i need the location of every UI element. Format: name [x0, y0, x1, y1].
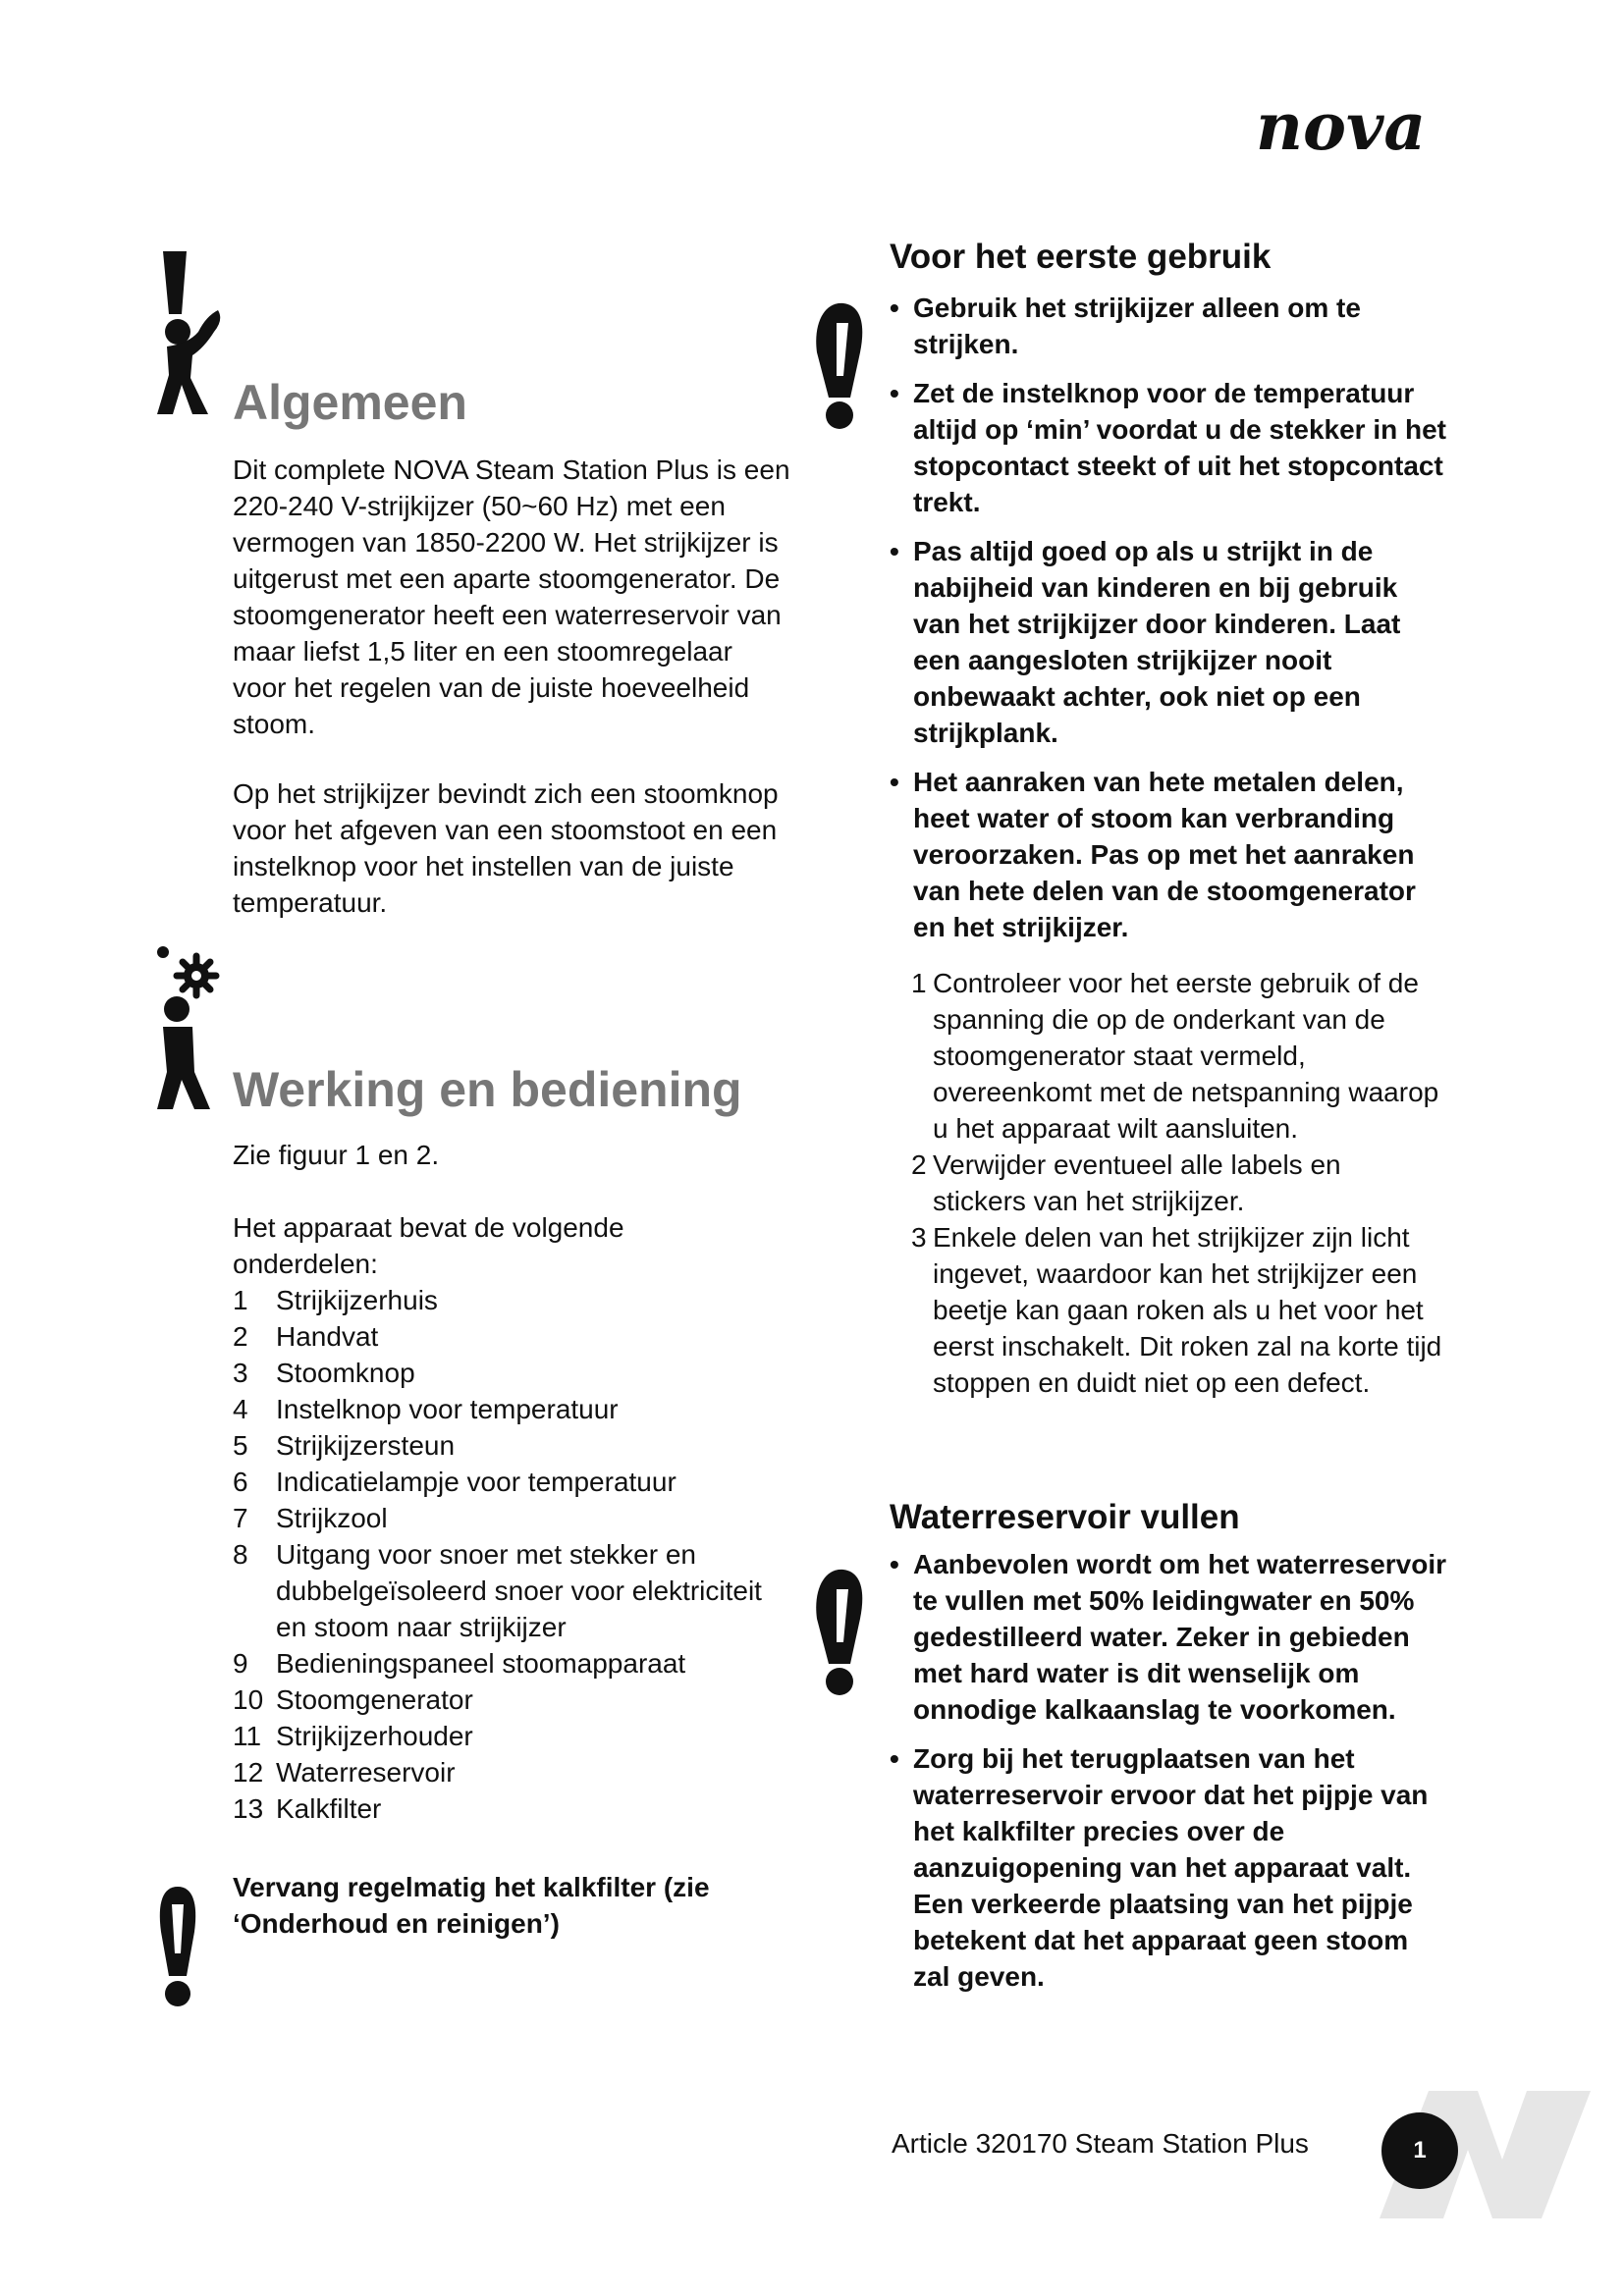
paragraph: Op het strijkijzer bevindt zich een stoomknop voor het afgeven van een stoomstoot en een instelknop voor het instellen van de juiste temperatuur. [233, 778, 779, 918]
section-algemeen [233, 376, 792, 921]
footer-article: Article 320170 Steam Station Plus [892, 2128, 1309, 2159]
exclamation-person-icon [149, 245, 228, 417]
list-item: 11 Strijkijzerhouder [233, 1721, 473, 1751]
list-item: 4 Instelknop voor temperatuur [233, 1394, 619, 1424]
list-item: 5 Strijkijzersteun [233, 1430, 456, 1461]
section-title-werking: Werking en bediening [233, 1062, 742, 1117]
bullet-item: • Pas altijd goed op als u strijkt in de nabijheid van kinderen en bij gebruik van het strijkijzer door kinderen. Laat een aangesloten strijkijzer nooit onbewaakt achter, ook niet op een strijkplank. [890, 533, 1449, 751]
list-item: 10 Stoomgenerator [233, 1684, 473, 1715]
section-title-waterreservoir: Waterreservoir vullen [890, 1498, 1240, 1536]
section-waterreservoir [890, 1497, 1449, 2007]
bullet-item: • Gebruik het strijkijzer alleen om te strijken. [890, 290, 1449, 362]
list-item: 7 Strijkzool [233, 1503, 388, 1533]
bullet-item: • Zet de instelknop voor de temperatuur altijd op ‘min’ voordat u de stekker in het stopcontact steekt of uit het stopcontact trekt. [890, 375, 1449, 520]
list-item: 3 Enkele delen van het strijkijzer zijn licht ingevet, waardoor kan het strijkijzer een beetje kan gaan roken als u het voor het eerst inschakelt. Dit roken zal na korte tijd stoppen en duidt niet op een defect. [911, 1222, 1442, 1398]
parts-intro: Het apparaat bevat de volgende onderdelen: [233, 1212, 624, 1279]
warning-exclamation-icon [811, 1566, 868, 1698]
section-title-algemeen: Algemeen [233, 375, 467, 430]
gear-person-icon [149, 940, 228, 1112]
figure-reference: Zie figuur 1 en 2. [233, 1140, 440, 1170]
steps-list [890, 965, 1449, 1401]
list-item: 8 Uitgang voor snoer met stekker en dubbelgeïsoleerd snoer voor elektriciteit en stoom naar strijkijzer [233, 1539, 762, 1642]
list-item: 1 Controleer voor het eerste gebruik of de spanning die op de onderkant van de stoomgenerator staat vermeld, overeenkomt met de netspanning waarop u het apparaat wilt aansluiten. [911, 968, 1439, 1144]
bullet-item: • Aanbevolen wordt om het waterreservoir te vullen met 50% leidingwater en 50% gedestilleerd water. Zeker in gebieden met hard water is dit wenselijk om onnodige kalkaanslag te voorkomen. [890, 1546, 1449, 1728]
page-number: 1 [1381, 2112, 1458, 2189]
section-eerste-gebruik [890, 237, 1449, 1401]
bullet-item: • Het aanraken van hete metalen delen, heet water of stoom kan verbranding veroorzaken. Pas op met het aanraken van hete delen van de stoomgenerator en het strijkijzer. [890, 764, 1449, 945]
parts-list [233, 1282, 792, 1827]
list-item: 3 Stoomknop [233, 1358, 415, 1388]
warning-exclamation-icon [811, 299, 868, 432]
kalkfilter-warning: Vervang regelmatig het kalkfilter (zie ‘Onderhoud en reinigen’) [233, 1872, 710, 1939]
list-item: 9 Bedieningspaneel stoomapparaat [233, 1648, 686, 1679]
water-bullets [890, 1546, 1449, 1995]
bullet-item: • Zorg bij het terugplaatsen van het waterreservoir ervoor dat het pijpje van het kalkfilter precies over de aanzuigopening van het apparaat valt. Een verkeerde plaatsing van het pijpje betekent dat het apparaat geen stoom zal geven. [890, 1740, 1449, 1995]
nova-logo [1252, 90, 1468, 169]
safety-bullets [890, 290, 1449, 945]
list-item: 2 Handvat [233, 1321, 379, 1352]
warning-exclamation-icon [155, 1883, 200, 2010]
list-item: 1 Strijkijzerhuis [233, 1285, 438, 1315]
section-werking-en-bediening [233, 1063, 792, 1827]
list-item: 6 Indicatielampje voor temperatuur [233, 1467, 677, 1497]
paragraph: Dit complete NOVA Steam Station Plus is een 220-240 V-strijkijzer (50~60 Hz) met een vermogen van 1850-2200 W. Het strijkijzer is uitgerust met een aparte stoomgenerator. De stoomgenerator heeft een waterreservoir van maar liefst 1,5 liter en een stoomregelaar voor het regelen van de juiste hoeveelheid stoom. [233, 454, 790, 739]
list-item: 12 Waterreservoir [233, 1757, 456, 1788]
list-item: 2 Verwijder eventueel alle labels en stickers van het strijkijzer. [911, 1149, 1341, 1216]
section-title-eerste-gebruik: Voor het eerste gebruik [890, 238, 1272, 276]
list-item: 13 Kalkfilter [233, 1793, 382, 1824]
logo-text: nova [1256, 90, 1427, 165]
